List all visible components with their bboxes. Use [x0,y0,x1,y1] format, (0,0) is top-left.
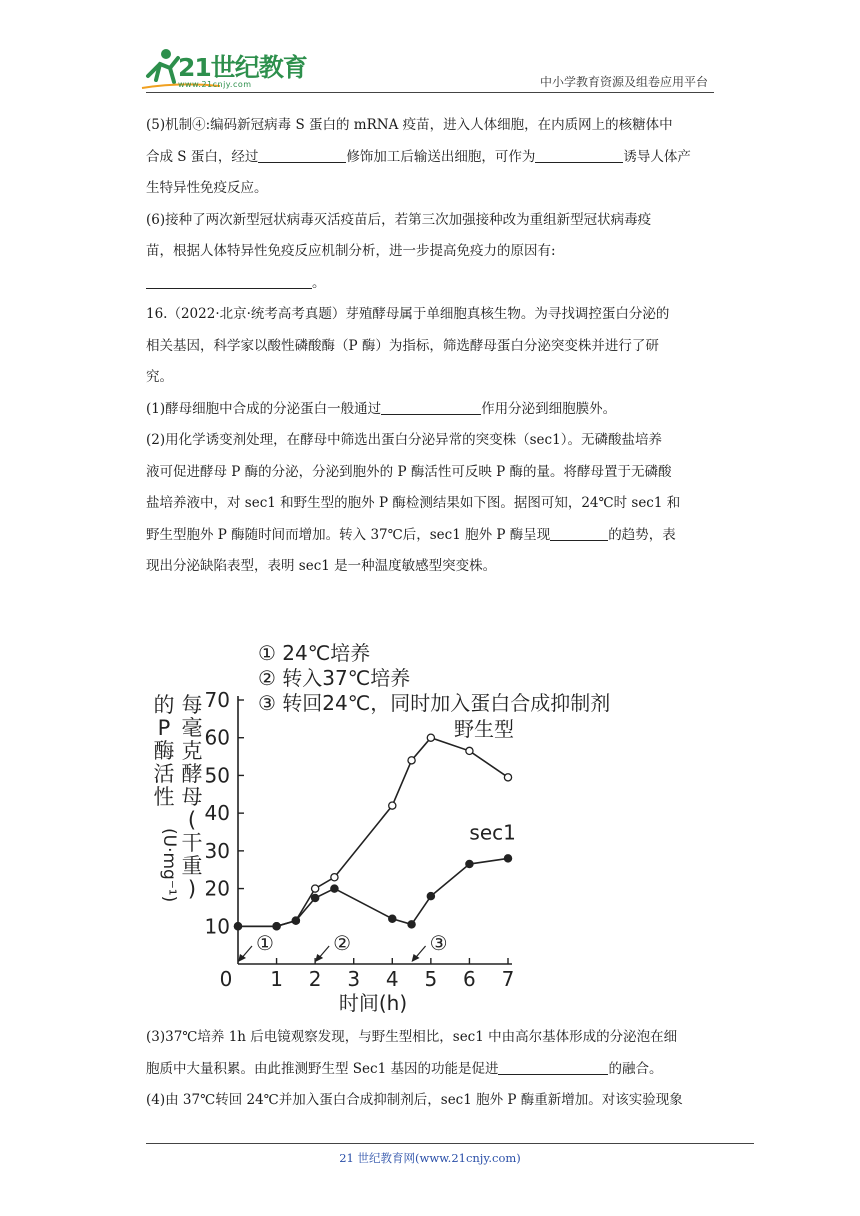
data-point [504,774,511,781]
q5-line3: 生特异性免疫反应。 [146,180,268,196]
x-tick-label: 5 [424,967,438,991]
data-point [427,734,434,741]
data-point [389,915,396,922]
data-point [234,923,241,930]
legend-entry: ① 24℃培养 [258,641,371,665]
q16-line2: 相关基因，科学家以酸性磷酸酶（P 酶）为指标，筛选酵母蛋白分泌突变株并进行了研 [146,337,659,354]
data-point [408,757,415,764]
q16-line3: 究。 [146,369,173,385]
x-tick-label: 7 [501,967,515,991]
y-axis-label: 酶 [153,739,175,763]
y-tick-label: 60 [204,725,230,750]
data-point [427,893,434,900]
site-name: 中小学教育资源及组卷应用平台 [539,75,708,89]
q16-s4-line1: (4)由 37℃转回 24℃并加入蛋白合成抑制剂后，sec1 胞外 P 酶重新增加。对该实验现象 [146,1092,683,1108]
event-marker-label: ① [256,931,274,955]
q16-s2-line1: (2)用化学诱变剂处理，在酵母中筛选出蛋白分泌异常的突变株（sec1）。无磷酸盐培养 [146,432,662,448]
x-tick-label: 4 [385,967,399,991]
q16-s2-line2: 液可促进酵母 P 酶的分泌，分泌到胞外的 P 酶活性可反映 P 酶的量。将酵母置于无磷酸 [146,463,672,480]
x-tick-label: 2 [308,967,322,991]
data-point [312,894,319,901]
page-header [0,0,860,96]
q6-line2: 苗，根据人体特异性免疫反应机制分析，进一步提高免疫力的原因有: [146,243,556,259]
y-axis-label: ( [187,808,197,832]
y-axis-label: 毫 [181,716,203,740]
y-tick-label: 10 [204,914,230,939]
event-marker-label: ③ [429,931,448,955]
x-axis-label: 时间(h) [338,991,408,1015]
y-tick-label: 20 [204,876,230,901]
y-axis-label: P [157,716,171,740]
question-content-bottom [146,1022,716,1117]
data-point [273,923,280,930]
y-axis-label: 每 [181,693,203,717]
answer-blank[interactable] [535,148,623,163]
legend-entry: ③ 转回24℃，同时加入蛋白合成抑制剂 [258,691,611,715]
answer-blank[interactable] [498,1060,608,1075]
data-point [331,874,338,881]
series-line [238,738,508,927]
y-tick-label: 70 [204,688,230,712]
x-tick-label: 0 [219,967,233,991]
y-axis-label: 干 [181,831,203,855]
enzyme-activity-chart [140,628,680,1018]
logo-url: www.21cnjy.com [178,80,252,89]
series-label: 野生型 [454,716,514,741]
y-axis-label: 活 [153,762,175,786]
y-axis-label: 重 [181,854,203,878]
data-point [312,885,319,892]
answer-blank[interactable] [550,526,608,541]
x-tick-label: 3 [347,967,361,991]
legend-entry: ② 转入37℃培养 [258,666,411,690]
q16-s3-line2: 胞质中大量积累。由此推测野生型 Sec1 基因的功能是促进 的融合。 [146,1060,663,1077]
footer-divider [146,1143,754,1144]
header-divider [146,92,714,93]
y-axis-unit: (U·mg⁻¹) [159,828,179,903]
data-point [466,860,473,867]
event-marker-label: ② [333,931,352,955]
x-tick-label: 1 [270,967,283,991]
q16-s1: (1)酵母细胞中合成的分泌蛋白一般通过 作用分泌到细胞膜外。 [146,400,617,417]
answer-blank[interactable] [146,274,312,289]
q6-line3: 。 [146,268,716,300]
data-point [292,917,299,924]
y-axis-label: 性 [153,785,175,809]
data-point [504,855,511,862]
q6-line1: (6)接种了两次新型冠状病毒灭活疫苗后，若第三次加强接种改为重组新型冠状病毒疫 [146,211,652,228]
x-tick-label: 6 [463,967,476,991]
series-line [238,858,508,926]
q5-line2: 合成 S 蛋白，经过 修饰加工后输送出细胞，可作为 诱导人体产 [146,148,691,165]
answer-blank[interactable] [381,400,481,415]
y-tick-label: 50 [204,763,230,788]
footer-text: 21 世纪教育网(www.21cnjy.com) [339,1151,521,1165]
q16-s2-line3: 盐培养液中，对 sec1 和野生型的胞外 P 酶检测结果如下图。据图可知，24℃时 sec1 和 [146,495,681,511]
y-axis-label: 母 [181,785,203,809]
q16-s2-line5: 现出分泌缺陷表型，表明 sec1 是一种温度敏感型突变株。 [146,558,497,574]
series-label: sec1 [469,820,516,845]
y-axis-label: ) [187,877,197,901]
y-axis-label: 克 [181,739,203,763]
chart-svg [140,628,680,1018]
q16-line1: 16.（2022·北京·统考高考真题）芽殖酵母属于单细胞真核生物。为寻找调控蛋白分泌的 [146,306,670,322]
data-point [408,921,415,928]
q5-line1: (5)机制④:编码新冠病毒 S 蛋白的 mRNA 疫苗，进入人体细胞，在内质网上的核糖体中 [146,117,673,133]
question-content-top [146,110,716,583]
y-axis-label: 的 [153,693,175,717]
data-point [389,802,396,809]
data-point [331,885,338,892]
logo-text: 21世纪教育 [178,53,307,82]
data-point [466,747,473,754]
answer-blank[interactable] [258,148,346,163]
q16-s2-line4: 野生型胞外 P 酶随时间而增加。转入 37℃后，sec1 胞外 P 酶呈现 的趋势，表 [146,526,676,543]
y-tick-label: 40 [204,801,230,826]
y-axis-label: 酵 [181,762,203,786]
y-tick-label: 30 [204,838,230,863]
q16-s3-line1: (3)37℃培养 1h 后电镜观察发现，与野生型相比，sec1 中由高尔基体形成的分泌泡在细 [146,1029,678,1045]
